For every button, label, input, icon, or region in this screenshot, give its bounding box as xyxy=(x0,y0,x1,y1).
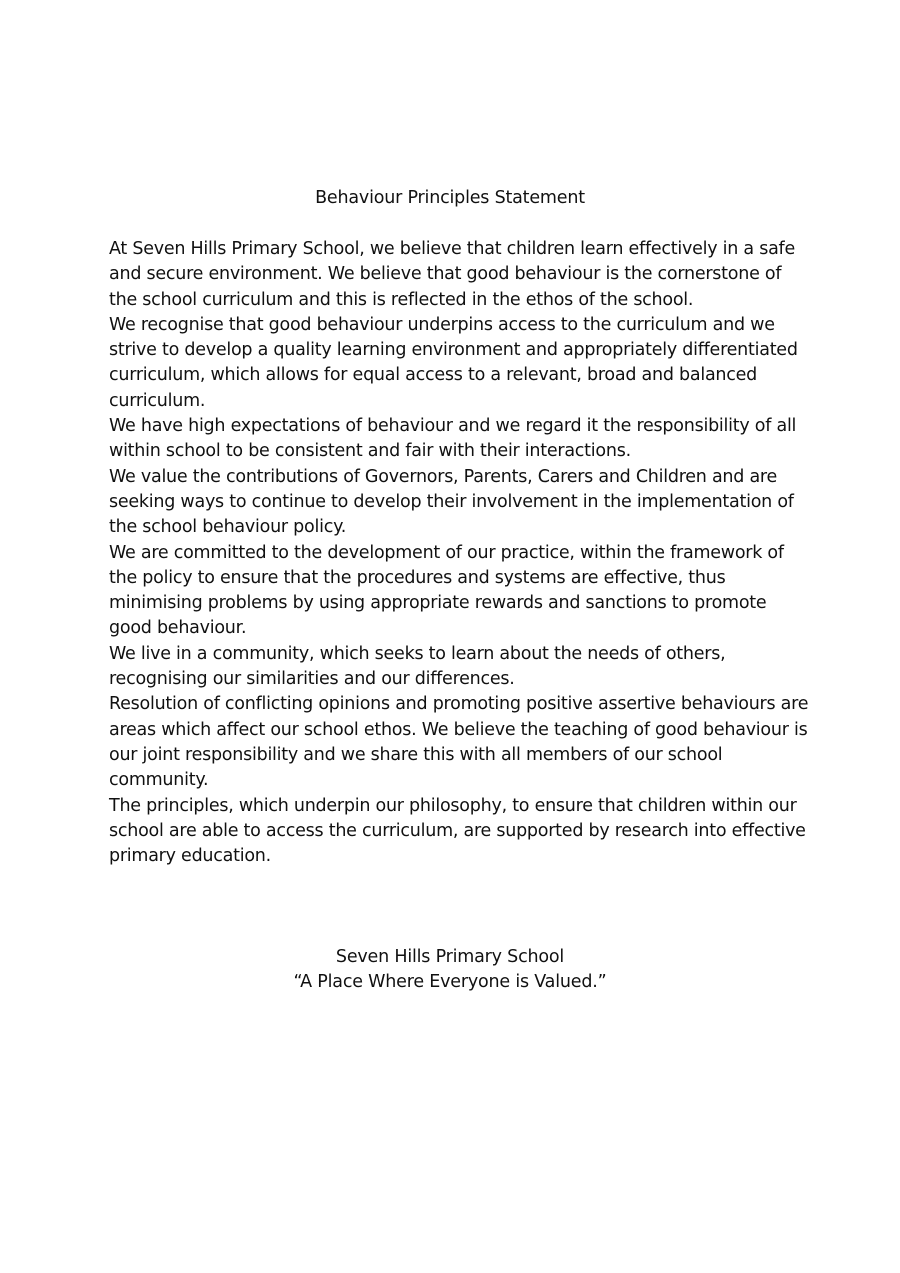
paragraph-3: We have high expectations of behaviour and we regard it the responsibility of all within school to be consistent and fair with their interactions. xyxy=(109,416,797,462)
paragraph-5: We are committed to the development of our practice, within the framework of the policy to ensure that the procedures and systems are effective, thus minimising problems by using appropriate rewards and sanctions to promote good behaviour. xyxy=(109,542,784,639)
paragraph-6: We live in a community, which seeks to learn about the needs of others, recognising our similarities and our differences. xyxy=(109,643,726,690)
document-title: Behaviour Principles Statement xyxy=(315,188,585,208)
paragraph-8: The principles, which underpin our philosophy, to ensure that children within our school are able to access the curriculum, are supported by research into effective primary education. xyxy=(109,795,806,867)
document-footer xyxy=(0,945,900,996)
paragraph-7: Resolution of conflicting opinions and promoting positive assertive behaviours are areas which affect our school ethos. We believe the teaching of good behaviour is our joint responsibility and we share this with all members of our school community. xyxy=(109,694,809,791)
paragraph-1: At Seven Hills Primary School, we believe that children learn effectively in a safe and secure environment. We believe that good behaviour is the cornerstone of the school curriculum and this is reflected in the ethos of the school. xyxy=(109,239,795,310)
paragraph-4: We value the contributions of Governors, Parents, Carers and Children and are seeking ways to continue to develop their involvement in the implementation of the school behaviour policy. xyxy=(109,466,794,538)
footer-school-name: Seven Hills Primary School xyxy=(335,947,565,967)
paragraph-2: We recognise that good behaviour underpins access to the curriculum and we strive to develop a quality learning environment and appropriately differentiated curriculum, which allows for equal access to a relevant, broad and balanced curriculum. xyxy=(109,314,798,411)
document-body xyxy=(109,237,809,869)
footer-motto: “A Place Where Everyone is Valued.” xyxy=(293,972,607,993)
